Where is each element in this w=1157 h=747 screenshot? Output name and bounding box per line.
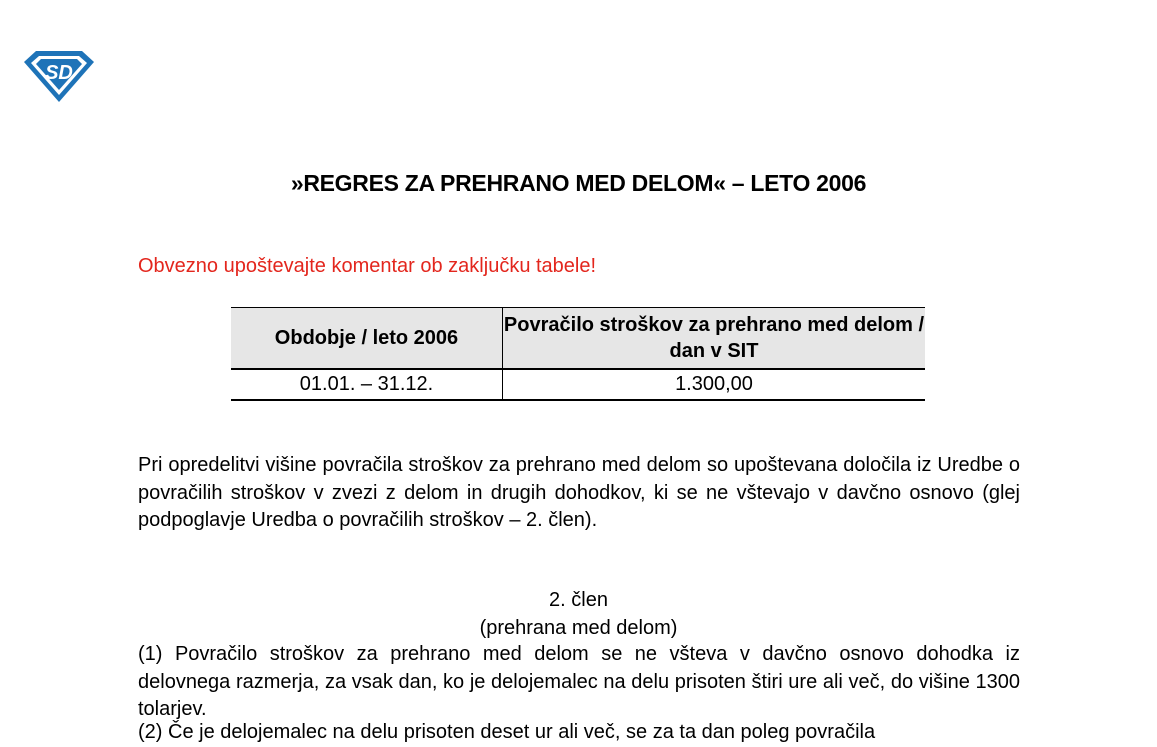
cell-period: 01.01. – 31.12.	[231, 369, 503, 400]
table-row	[231, 369, 925, 400]
article-subheading: (prehrana med delom)	[479, 617, 678, 639]
article-paragraph-2: (2) Če je delojemalec na delu prisoten deset ur ali več, se za ta dan poleg povračila	[138, 721, 876, 743]
sd-shield-icon	[22, 48, 96, 104]
page-title: »REGRES ZA PREHRANO MED DELOM« – LETO 2006	[290, 170, 867, 196]
company-logo	[22, 48, 96, 104]
warning-note: Obvezno upoštevajte komentar ob zaključku tabele!	[138, 255, 597, 277]
cell-amount: 1.300,00	[503, 369, 926, 400]
column-header-reimbursement: Povračilo stroškov za prehrano med delom / dan v SIT	[503, 308, 926, 370]
rates-table	[231, 307, 925, 401]
article-heading: 2. člen	[549, 589, 608, 611]
table-header-row	[231, 308, 925, 370]
intro-paragraph: Pri opredelitvi višine povračila stroškov za prehrano med delom so upoštevana določila iz Uredbe o povračilih stroškov v zvezi z delom in drugih dohodkov, ki se ne vštevajo v davčno osnovo (glej podpoglavje Uredba o povračilih stroškov – 2. člen).	[138, 454, 1020, 531]
column-header-period: Obdobje / leto 2006	[231, 308, 503, 370]
article-paragraph-1: (1) Povračilo stroškov za prehrano med delom se ne všteva v davčno osnovo dohodka iz delovnega razmerja, za vsak dan, ko je delojemalec na delu prisoten štiri ure ali več, do višine 1300 tolarjev.	[138, 643, 1020, 720]
svg-text:SD: SD	[45, 62, 73, 84]
